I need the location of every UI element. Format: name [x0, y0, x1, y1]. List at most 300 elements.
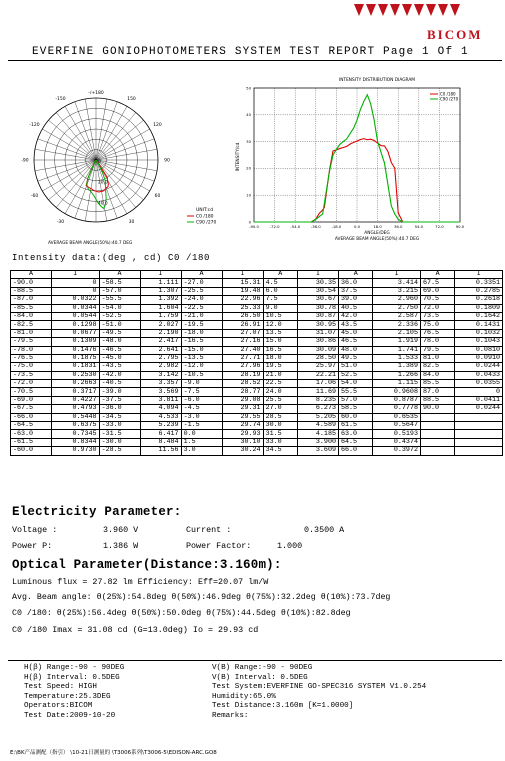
polar-angle-label: -90: [21, 158, 29, 164]
intensity-cell: 27.71: [222, 354, 263, 362]
intensity-cell: 0.7345: [52, 430, 100, 438]
angle-cell: -43.5: [99, 363, 140, 371]
power-factor-value: 1.000: [277, 541, 303, 551]
angle-cell: -73.5: [11, 371, 52, 379]
intensity-cell: 0.1298: [52, 321, 100, 329]
angle-cell: [420, 413, 454, 421]
chart-x-tick: 54.0: [414, 224, 424, 229]
table-header-cell: A: [11, 271, 52, 279]
table-row: [11, 447, 503, 455]
table-header-cell: I: [140, 271, 181, 279]
angle-cell: -36.0: [99, 405, 140, 413]
intensity-cell: 0.3972: [373, 447, 421, 455]
polar-legend-unit: UNIT:cd: [196, 208, 214, 213]
angle-cell: -40.5: [99, 380, 140, 388]
angle-cell: -60.0: [11, 447, 52, 455]
intensity-cell: 28.19: [222, 371, 263, 379]
angle-cell: 9.0: [263, 304, 297, 312]
chart-xlabel: ANGLE/DEG: [364, 231, 390, 236]
intensity-cell: 3.414: [373, 279, 421, 287]
angle-cell: 45.0: [338, 329, 372, 337]
table-row: [11, 296, 503, 304]
chart-caption: AVERAGE BEAM ANGLE(50%):40.7 DEG: [334, 237, 420, 242]
angle-cell: 25.5: [263, 396, 297, 404]
intensity-cell: 1.111: [140, 279, 181, 287]
intensity-cell: 0.9730: [52, 447, 100, 455]
angle-cell: 88.5: [420, 396, 454, 404]
chart-grid: [254, 88, 460, 222]
intensity-cell: 0: [455, 388, 503, 396]
voltage-value: 3.960 V: [103, 525, 139, 535]
angle-cell: -12.0: [181, 363, 222, 371]
intensity-cell: 0.8787: [373, 396, 421, 404]
table-header-cell: I: [222, 271, 263, 279]
intensity-cell: 2.417: [140, 338, 181, 346]
intensity-cell: 6.273: [297, 405, 338, 413]
angle-cell: 30.0: [263, 422, 297, 430]
angle-cell: 34.5: [263, 447, 297, 455]
intensity-cell: 28.50: [297, 354, 338, 362]
intensity-cell: 22.21: [297, 371, 338, 379]
intensity-cell: 1.266: [373, 371, 421, 379]
intensity-cell: 2.190: [140, 329, 181, 337]
intensity-cell: 0.2785: [455, 287, 503, 295]
angle-cell: -72.0: [11, 380, 52, 388]
polar-caption: AVERAGE BEAM ANGLE(50%):40.7 DEG: [48, 241, 133, 246]
angle-cell: 54.0: [338, 380, 372, 388]
polar-legend-c90: C90 /270: [196, 220, 217, 226]
polar-angle-label: 60: [154, 194, 161, 199]
intensity-cell: 30.78: [297, 304, 338, 312]
angle-cell: -46.5: [99, 346, 140, 354]
chart-y-tick: 0: [248, 219, 251, 225]
intensity-cell: 0.3717: [52, 388, 100, 396]
angle-cell: 39.0: [338, 296, 372, 304]
chart-x-tick: -36.0: [310, 224, 321, 229]
angle-cell: -61.5: [11, 438, 52, 446]
intensity-cell: 27.07: [222, 329, 263, 337]
table-row: [11, 363, 503, 371]
polar-legend: [187, 207, 217, 226]
intensity-cell: 1.604: [140, 304, 181, 312]
intensity-cell: 0: [52, 279, 100, 287]
optical-heading: Optical Parameter(Distance:3.160m):: [12, 558, 282, 572]
test-info-right: [212, 664, 426, 721]
angle-cell: -19.5: [181, 321, 222, 329]
angle-cell: 31.5: [263, 430, 297, 438]
polar-legend-c0: C0 /180: [196, 214, 214, 220]
angle-cell: -18.0: [181, 329, 222, 337]
intensity-distribution-chart: [232, 72, 504, 244]
angle-cell: -76.5: [11, 354, 52, 362]
angle-cell: 6.0: [263, 287, 297, 295]
angle-cell: -1.5: [181, 422, 222, 430]
angle-cell: 64.5: [338, 438, 372, 446]
angle-cell: -78.0: [11, 346, 52, 354]
intensity-cell: 0.5647: [373, 422, 421, 430]
angle-cell: 10.5: [263, 312, 297, 320]
info-h-range: H(β) Range:-90 - 90DEG: [24, 664, 125, 672]
angle-cell: 40.5: [338, 304, 372, 312]
table-header-cell: A: [420, 271, 454, 279]
angle-cell: 16.5: [263, 346, 297, 354]
optical-avg-beam-line: Avg. Beam angle: θ(25%):54.8deg θ(50%):46.9deg θ(75%):32.2deg θ(10%):73.7deg: [12, 593, 391, 602]
intensity-cell: 3.142: [140, 371, 181, 379]
table-header-cell: A: [338, 271, 372, 279]
angle-cell: 79.5: [420, 346, 454, 354]
title-rule: [8, 60, 502, 61]
intensity-cell: 0.7778: [373, 405, 421, 413]
angle-cell: -58.5: [99, 279, 140, 287]
angle-cell: 75.0: [420, 321, 454, 329]
intensity-cell: 0.1809: [455, 304, 503, 312]
table-header-cell: I: [52, 271, 100, 279]
intensity-table: [10, 270, 503, 456]
angle-cell: 87.0: [420, 388, 454, 396]
intensity-cell: 0.0677: [52, 329, 100, 337]
table-row: [11, 321, 503, 329]
angle-cell: 43.5: [338, 321, 372, 329]
intensity-cell: 1.115: [373, 380, 421, 388]
intensity-cell: 30.10: [222, 438, 263, 446]
intensity-cell: 0.1431: [455, 321, 503, 329]
chart-x-tick: -54.0: [290, 224, 301, 229]
intensity-cell: 0.6535: [373, 413, 421, 421]
chart-x-tick: 36.0: [393, 224, 403, 229]
power-label: Power P:: [12, 541, 53, 551]
intensity-cell: 0.0433: [455, 371, 503, 379]
info-h-interval: H(β) Interval: 0.5DEG: [24, 673, 120, 682]
intensity-cell: 31.07: [297, 329, 338, 337]
angle-cell: [420, 447, 454, 455]
intensity-cell: 1.392: [140, 296, 181, 304]
angle-cell: -55.5: [99, 296, 140, 304]
angle-cell: 22.5: [263, 380, 297, 388]
angle-cell: -54.0: [99, 304, 140, 312]
chart-x-tick: 18.0: [373, 224, 382, 229]
angle-cell: -9.0: [181, 380, 222, 388]
angle-cell: -52.5: [99, 312, 140, 320]
intensity-cell: 0.3351: [455, 279, 503, 287]
intensity-cell: 0.2530: [52, 371, 100, 379]
polar-angle-label: -120: [29, 123, 40, 128]
angle-cell: 58.5: [338, 405, 372, 413]
intensity-cell: 3.569: [140, 388, 181, 396]
info-temperature: Temperature:25.3DEG: [24, 692, 111, 701]
intensity-cell: 1.533: [373, 354, 421, 362]
angle-cell: 90.0: [420, 405, 454, 413]
intensity-cell: 0.2618: [455, 296, 503, 304]
intensity-cell: 2.105: [373, 329, 421, 337]
angle-cell: 15.0: [263, 338, 297, 346]
chart-title: INTENSITY DISTRIBUTION DIAGRAM: [338, 78, 416, 83]
intensity-cell: 0.0355: [455, 380, 503, 388]
info-rule: [8, 660, 502, 661]
angle-cell: 67.5: [420, 279, 454, 287]
angle-cell: -37.5: [99, 396, 140, 404]
chart-x-tick: -90.0: [249, 224, 259, 229]
intensity-cell: [455, 438, 503, 446]
angle-cell: 48.0: [338, 346, 372, 354]
intensity-cell: 5.205: [297, 413, 338, 421]
intensity-cell: 5.239: [140, 422, 181, 430]
angle-cell: -51.0: [99, 321, 140, 329]
intensity-cell: 2.960: [373, 296, 421, 304]
intensity-cell: 0.1642: [455, 312, 503, 320]
chart-x-tick: -72.0: [269, 224, 280, 229]
intensity-cell: 22.96: [222, 296, 263, 304]
angle-cell: -10.5: [181, 371, 222, 379]
logo-text: BICOM: [427, 27, 483, 42]
intensity-cell: 0.4374: [373, 438, 421, 446]
intensity-cell: 3.215: [373, 287, 421, 295]
polar-angle-label: -60: [30, 194, 39, 199]
table-row: [11, 380, 503, 388]
angle-cell: 7.5: [263, 296, 297, 304]
intensity-cell: 30.24: [222, 447, 263, 455]
intensity-cell: 0.4793: [52, 405, 100, 413]
chart-y-tick: 10: [246, 192, 251, 198]
angle-cell: 82.5: [420, 363, 454, 371]
polar-angle-label: 30: [128, 219, 135, 225]
angle-cell: 51.0: [338, 363, 372, 371]
intensity-cell: 11.69: [297, 388, 338, 396]
intensity-cell: 29.55: [222, 413, 263, 421]
table-row: [11, 422, 503, 430]
angle-cell: -34.5: [99, 413, 140, 421]
angle-cell: -87.0: [11, 296, 52, 304]
info-humidity: Humidity:65.0%: [212, 692, 276, 701]
polar-angle-label: 90: [164, 158, 170, 164]
chart-x-tick: 0.0: [353, 224, 361, 229]
intensity-cell: 1.759: [140, 312, 181, 320]
angle-cell: 1.5: [181, 438, 222, 446]
intensity-cell: 3.900: [297, 438, 338, 446]
table-header-cell: A: [99, 271, 140, 279]
angle-cell: 57.0: [338, 396, 372, 404]
angle-cell: -13.5: [181, 354, 222, 362]
angle-cell: 49.5: [338, 354, 372, 362]
angle-cell: -75.0: [11, 363, 52, 371]
intensity-cell: 29.74: [222, 422, 263, 430]
angle-cell: [420, 438, 454, 446]
angle-cell: 4.5: [263, 279, 297, 287]
intensity-cell: 3.609: [297, 447, 338, 455]
intensity-cell: 0.0244: [455, 405, 503, 413]
polar-label-top: -/+180: [88, 91, 104, 96]
intensity-cell: 30.95: [297, 321, 338, 329]
intensity-cell: [455, 447, 503, 455]
intensity-cell: 26.91: [222, 321, 263, 329]
angle-cell: 19.5: [263, 363, 297, 371]
intensity-cell: 0.5193: [373, 430, 421, 438]
intensity-cell: 4.094: [140, 405, 181, 413]
intensity-cell: 3.811: [140, 396, 181, 404]
angle-cell: 78.0: [420, 338, 454, 346]
info-operators: Operators:BICOM: [24, 702, 93, 710]
angle-cell: 63.0: [338, 430, 372, 438]
intensity-cell: 1.919: [373, 338, 421, 346]
table-header-cell: A: [263, 271, 297, 279]
chart-y-tick: 40: [246, 112, 251, 118]
intensity-cell: 8.484: [140, 438, 181, 446]
table-header-cell: I: [297, 271, 338, 279]
angle-cell: 73.5: [420, 312, 454, 320]
angle-cell: -85.5: [11, 304, 52, 312]
angle-cell: 81.0: [420, 354, 454, 362]
intensity-cell: 29.93: [222, 430, 263, 438]
info-test-system: Test System:EVERFINE GO-SPEC316 SYSTEM V1.0.254: [212, 683, 427, 691]
intensity-cell: 0.1831: [52, 363, 100, 371]
chart-y-tick: 30: [246, 138, 251, 144]
polar-angle-label: 120: [153, 123, 162, 128]
intensity-cell: 25.33: [222, 304, 263, 312]
angle-cell: 18.0: [263, 354, 297, 362]
intensity-cell: 0.1476: [52, 346, 100, 354]
angle-cell: -7.5: [181, 388, 222, 396]
voltage-label: Voltage :: [12, 525, 58, 535]
angle-cell: -67.5: [11, 405, 52, 413]
intensity-cell: 0.9608: [373, 388, 421, 396]
intensity-cell: 2.587: [373, 312, 421, 320]
angle-cell: -3.0: [181, 413, 222, 421]
chart-legend: [430, 92, 459, 102]
info-test-speed: Test Speed: HIGH: [24, 683, 97, 691]
angle-cell: 42.0: [338, 312, 372, 320]
power-value: 1.386 W: [103, 541, 139, 551]
angle-cell: 24.0: [263, 388, 297, 396]
angle-cell: -88.5: [11, 287, 52, 295]
current-value: 0.3500 A: [304, 525, 345, 535]
table-header-row: [11, 271, 503, 279]
intensity-cell: 0.0244: [455, 363, 503, 371]
optical-imax-line: C0 /180 Imax = 31.08 cd (G=13.0deg) Io = 29.93 cd: [12, 625, 259, 635]
angle-cell: -22.5: [181, 304, 222, 312]
intensity-cell: 30.09: [297, 346, 338, 354]
intensity-cell: 0.0544: [52, 312, 100, 320]
angle-cell: 76.5: [420, 329, 454, 337]
chart-x-tick: 90.0: [455, 224, 465, 229]
angle-cell: -45.0: [99, 354, 140, 362]
electricity-heading: Electricity Parameter:: [12, 505, 182, 519]
intensity-cell: [455, 413, 503, 421]
angle-cell: -27.0: [181, 279, 222, 287]
angle-cell: 66.0: [338, 447, 372, 455]
chart-x-tick: 72.0: [435, 224, 444, 229]
angle-cell: 13.5: [263, 329, 297, 337]
intensity-cell: 2.750: [373, 304, 421, 312]
intensity-cell: 11.56: [140, 447, 181, 455]
intensity-cell: 15.31: [222, 279, 263, 287]
intensity-cell: 30.54: [297, 287, 338, 295]
angle-cell: -39.0: [99, 388, 140, 396]
intensity-cell: 19.48: [222, 287, 263, 295]
intensity-cell: 0.1043: [455, 338, 503, 346]
legend-label: C0 /180: [440, 91, 456, 97]
intensity-cell: 1.741: [373, 346, 421, 354]
current-label: Current :: [186, 525, 232, 535]
angle-cell: -31.5: [99, 430, 140, 438]
power-factor-label: Power Factor:: [186, 541, 252, 551]
angle-cell: -25.5: [181, 287, 222, 295]
intensity-cell: 1.307: [140, 287, 181, 295]
chart-y-tick: 20: [246, 165, 251, 171]
intensity-cell: 0.1032: [455, 329, 503, 337]
report-title: EVERFINE GONIOPHOTOMETERS SYSTEM TEST REPORT Page 1 Of 1: [32, 46, 469, 58]
chart-y-tick: 50: [246, 85, 251, 91]
legend-label: C90 /270: [440, 96, 459, 102]
intensity-cell: 3.357: [140, 380, 181, 388]
intensity-cell: 30.67: [297, 296, 338, 304]
polar-diagram: [8, 78, 233, 248]
angle-cell: 84.0: [420, 371, 454, 379]
angle-cell: -4.5: [181, 405, 222, 413]
info-v-range: V(B) Range:-90 - 90DEG: [212, 664, 313, 672]
angle-cell: -84.0: [11, 312, 52, 320]
angle-cell: -82.5: [11, 321, 52, 329]
polar-radial-label: 40.0: [98, 201, 108, 207]
intensity-cell: 2.982: [140, 363, 181, 371]
angle-cell: -66.0: [11, 413, 52, 421]
table-row: [11, 312, 503, 320]
angle-cell: 28.5: [263, 413, 297, 421]
test-info-left: [24, 664, 124, 721]
info-remarks: Remarks:: [212, 711, 249, 720]
intensity-cell: 0.2663: [52, 380, 100, 388]
angle-cell: -70.5: [11, 388, 52, 396]
intensity-cell: 0.5448: [52, 413, 100, 421]
intensity-cell: 0.8344: [52, 438, 100, 446]
intensity-cell: 26.50: [222, 312, 263, 320]
intensity-cell: 8.235: [297, 396, 338, 404]
angle-cell: -81.0: [11, 329, 52, 337]
angle-cell: [420, 422, 454, 430]
intensity-cell: 0.0344: [52, 304, 100, 312]
angle-cell: 3.0: [181, 447, 222, 455]
optical-flux-line: Luminous flux = 27.82 lm Efficiency: Eff=20.07 lm/W: [12, 577, 269, 587]
angle-cell: 0.0: [181, 430, 222, 438]
intensity-cell: 17.06: [297, 380, 338, 388]
intensity-cell: 27.96: [222, 363, 263, 371]
intensity-cell: 28.52: [222, 380, 263, 388]
intensity-cell: 0.6375: [52, 422, 100, 430]
angle-cell: -30.0: [99, 438, 140, 446]
angle-cell: 72.0: [420, 304, 454, 312]
intensity-cell: [455, 430, 503, 438]
table-header-cell: I: [373, 271, 421, 279]
intensity-cell: 0.4227: [52, 396, 100, 404]
chart-ylabel: INTENSITY/cd: [236, 142, 241, 172]
info-v-interval: V(B) Interval: 0.5DEG: [212, 673, 308, 682]
intensity-cell: 4.185: [297, 430, 338, 438]
intensity-cell: 27.16: [222, 338, 263, 346]
angle-cell: -28.5: [99, 447, 140, 455]
intensity-cell: 29.31: [222, 405, 263, 413]
polar-radial-label: 0: [98, 160, 101, 165]
angle-cell: [420, 430, 454, 438]
angle-cell: -79.5: [11, 338, 52, 346]
intensity-cell: 2.336: [373, 321, 421, 329]
angle-cell: 61.5: [338, 422, 372, 430]
table-header-cell: I: [455, 271, 503, 279]
angle-cell: -48.0: [99, 338, 140, 346]
intensity-cell: 4.589: [297, 422, 338, 430]
angle-cell: -6.0: [181, 396, 222, 404]
angle-cell: -49.5: [99, 329, 140, 337]
intensity-cell: 6.417: [140, 430, 181, 438]
polar-angle-label: 150: [127, 97, 136, 103]
angle-cell: -90.0: [11, 279, 52, 287]
